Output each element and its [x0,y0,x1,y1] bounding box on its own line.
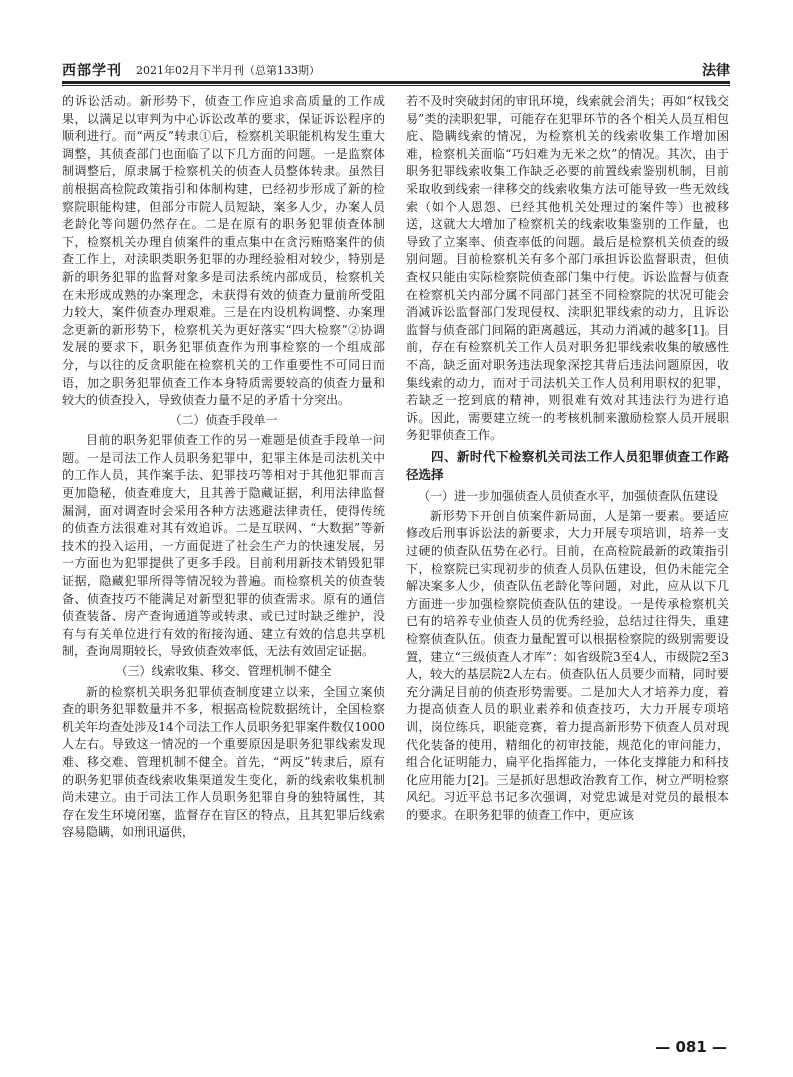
right-column [406,93,729,1043]
header-rule-thin [62,85,730,86]
issue-info: 2021年02月下半月刊（总第133期） [136,64,320,77]
body-paragraph: 新的检察机关职务犯罪侦查制度建立以来，全国立案侦查的职务犯罪数量并不多，根据高检院数据统计，全国检察机关年均查处涉及14个司法工作人员职务犯罪案件数仅1000人左右。导致这一情况的一个重要原因是职务犯罪线索发现难、移交难、管理机制不健全。首先，“两反”转隶后，原有的职务犯罪侦查线索收集渠道发生变化，新的线索收集机制尚未建立。由于司法工作人员职务犯罪自身的独特属性，其存在发生环境闭塞，监督存在盲区的特点，且其犯罪后线索容易隐瞒，如刑讯逼供， [62,684,385,840]
body-paragraph: 目前的职务犯罪侦查工作的另一难题是侦查手段单一问题。一是司法工作人员职务犯罪中，犯罪主体是司法机关中的工作人员，其作案手法、犯罪技巧等相对于其他犯罪而言更加隐秘，侦查难度大，且其善于隐藏证据，利用法律监督漏洞，面对调查时会采用各种方法逃避法律责任，使得传统的侦查方法很难对其有效追诉。二是互联网、“大数据”等新技术的投入运用，一方面促进了社会生产力的快速发展，另一方面也为犯罪提供了更多手段。目前利用新技术销毁犯罪证据，隐藏犯罪所得等情况较为普遍。而检察机关的侦查装备、侦查技巧不能满足对新型犯罪的侦查需求。原有的通信侦查装备、房产查询通道等或转隶、或已过时缺乏维护，没有与有关单位进行有效的衔接沟通、建立有效的信息共享机制，查询周期较长，导致侦查效率低，无法有效固定证据。 [62,433,385,659]
body-paragraph: 若不及时突破封闭的审讯环境，线索就会消失；再如“权钱交易”类的渎职犯罪，可能存在犯罪环节的各个相关人员互相包庇、隐瞒线索的情况，为检察机关的线索收集工作增加困难，检察机关面临“巧妇难为无米之炊”的情况。其次，由于职务犯罪线索收集工作缺乏必要的前置线索鉴别机制，目前采取收到线索一律移交的线索收集方法可能导致一些无效线索（如个人恩怨、已经其他机关处理过的案件等）也被移送，这就大大增加了检察机关的线索收集鉴别的工作量，也导致了立案率、侦查率低的问题。最后是检察机关侦查的级别问题。目前检察机关有多个部门承担诉讼监督职责，但侦查权只能由实际检察院侦查部门集中行使。诉讼监督与侦查在检察机关内部分属不同部门甚至不同检察院的状况可能会消减诉讼监督部门发现侵权、渎职犯罪线索的动力，且诉讼监督与侦查部门间隔的距离越远，其动力消减的越多[1]。目前，存在有检察机关工作人员对职务犯罪线索收集的敏感性不高，缺乏面对职务违法现象深挖其背后违法问题原因，收集线索的动力，而对于司法机关工作人员利用职权的犯罪，若缺乏一挖到底的精神，则很难有效对其违法行为进行追诉。因此，需要建立统一的考核机制来激励检察人员开展职务犯罪侦查工作。 [406,94,729,443]
journal-logo: 西部学刊 [62,63,122,79]
subsection-heading: （一）进一步加强侦查人员侦查水平，加强侦查队伍建设 [418,488,719,503]
page-header [62,59,730,81]
page-number: — 081 — [655,1038,727,1056]
left-column [62,93,385,1043]
header-rule [62,81,730,84]
section-heading: 四、新时代下检察机关司法工作人员犯罪侦查工作路径选择 [406,448,729,482]
subsection-heading: （三）线索收集、移交、管理机制不健全 [115,664,332,678]
body-paragraph: 的诉讼活动。新形势下，侦查工作应追求高质量的工作成果，以满足以审判为中心诉讼改革的要求，保证诉讼程序的顺利进行。而“两反”转隶①后，检察机关职能机构发生重大调整，其侦查部门也面临了以下几方面的问题。一是监察体制调整后，原隶属于检察机关的侦查人员整体转隶。虽然目前根据高检院政策指引和体制构建，已经初步形成了新的检察院职能构建，但部分市院人员短缺，案多人少，办案人员老龄化等问题仍然存在。二是在原有的职务犯罪侦查体制下，检察机关办理自侦案件的重点集中在贪污贿赂案件的侦查工作上，对渎职类职务犯罪的办理经验相对较少，特别是新的职务犯罪的监督对象多是司法系统内部成员，检察机关在未形成成熟的办案理念，未获得有效的侦查力量前所受阻力较大，案件侦查办理艰难。三是在内设机构调整、办案理念更新的新形势下，检察机关为更好落实“四大检察”②协调发展的要求下，职务犯罪侦查作为刑事检察的一个组成部分，与以往的反贪职能在检察机关的工作重要性不可同日而语，加之职务犯罪侦查工作本身特质需要较高的侦查力量和较大的侦查投入，导致侦查力量不足的矛盾十分突出。 [62,94,385,408]
section-tag: 法律 [702,63,730,79]
body-paragraph: 新形势下开创自侦案件新局面，人是第一要素。要适应修改后刑事诉讼法的新要求，大力开展专项培训，培养一支过硬的侦查队伍势在必行。目前，在高检院最新的政策指引下，检察院已实现初步的侦查人员队伍建设，但仍未能完全解决案多人少，侦查队伍老龄化等问题，对此，应从以下几方面进一步加强检察院侦查队伍的建设。一是传承检察机关已有的培养专业侦查人员的优秀经验，总结过往得失，重建检察侦查队伍。侦查力量配置可以根据检察院的级别需要设置，建立“三级侦查人才库”：如省级院3至4人，市级院2至3人，较大的基层院2人左右。侦查队伍人员要少而精，同时要充分满足目前的侦查形势需要。二是加大人才培养力度，着力提高侦查人员的职业素养和侦查技巧，大力开展专项培训，岗位练兵，职能竞赛，着力提高新形势下侦查人员对现代化装备的使用，精细化的初审技能，规范化的审问能力，组合化证明能力，扁平化指挥能力，一体化支撑能力和科技化应用能力[2]。三是抓好思想政治教育工作，树立严明检察风纪。习近平总书记多次强调，对党忠诚是对党员的最根本的要求。在职务犯罪的侦查工作中，更应该 [406,508,729,822]
subsection-heading: （二）侦查手段单一 [169,412,278,427]
